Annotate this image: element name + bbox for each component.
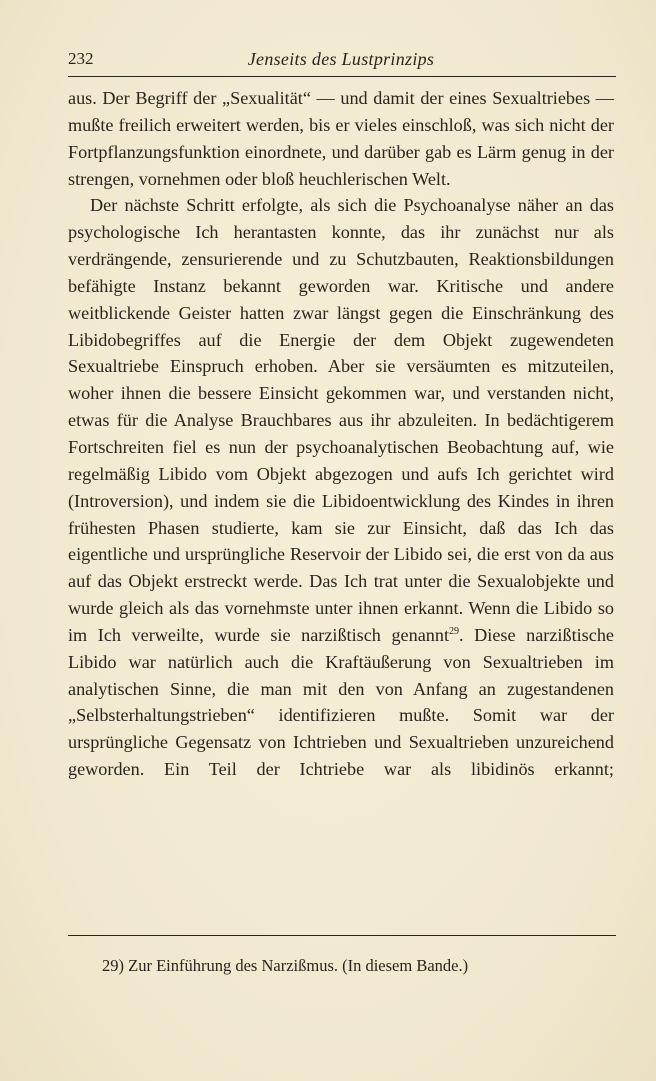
- page-number: 232: [68, 49, 94, 68]
- footnote: 29) Zur Einführung des Narzißmus. (In diesem Bande.): [102, 956, 469, 975]
- page-header: [68, 44, 614, 74]
- paragraph-next-step: [68, 192, 614, 783]
- header-rule: [68, 76, 616, 77]
- paragraph-text-before-note: Der nächste Schritt erfolgte, als sich die Psychoanalyse näher an das psychologische Ich herantasten konnte, das ihr zunächst nur als verdrängende, zensurierende und zu Schutzbauten, Reaktionsbildungen befähigte Instanz bekannt geworden war. Kritische und andere weitblickende Geister hatten zwar längst gegen die Einschränkung des Libidobegriffes auf die Energie der dem Objekt zugewendeten Sexualtriebe Einspruch erhoben. Aber sie versäumten es mitzuteilen, woher ihnen die bessere Einsicht gekommen war, und verstanden nicht, etwas für die Analyse Brauchbares aus ihr abzuleiten. In bedächtigerem Fortschreiten fiel es nun der psychoanalytischen Beobachtung auf, wie regelmäßig Libido vom Objekt abgezogen und aufs Ich gerichtet wird (Introversion), und indem sie die Libidoentwicklung des Kindes in ihren frühesten Phasen studierte, kam sie zur Einsicht, daß das Ich das eigentliche und ursprüngliche Reservoir der Libido sei, die erst von da aus auf das Objekt erstreckt werde. Das Ich trat unter die Sexualobjekte und wurde gleich als das vornehmste unter ihnen erkannt. Wenn die Libido so im Ich verweilte, wurde sie narzißtisch genannt: [68, 195, 614, 645]
- running-title: Jenseits des Lustprinzips: [247, 49, 435, 69]
- paragraph-continuation: aus. Der Begriff der „Sexualität“ — und damit der eines Sexualtriebes — mußte freilich erweitert werden, bis er vieles einschloß, was sich nicht der Fortpflanzungsfunktion einordnete, und darüber gab es Lärm genug in der strengen, vornehmen oder bloß heuchlerischen Welt.: [68, 88, 614, 189]
- footnote-reference: 29: [449, 625, 460, 637]
- body-text: [68, 85, 614, 783]
- footnote-rule: [68, 935, 616, 936]
- paragraph-text-after-note: . Diese narzißtische Libido war natürlich auch die Kraftäußerung von Sexualtrieben im analytischen Sinne, die man mit den von Anfang an zugestandenen „Selbsterhaltungstrieben“ identifizieren mußte. Somit war der ursprüngliche Gegensatz von Ichtrieben und Sexualtrieben unzureichend geworden. Ein Teil der Ichtriebe war als libidinös erkannt;: [68, 624, 614, 780]
